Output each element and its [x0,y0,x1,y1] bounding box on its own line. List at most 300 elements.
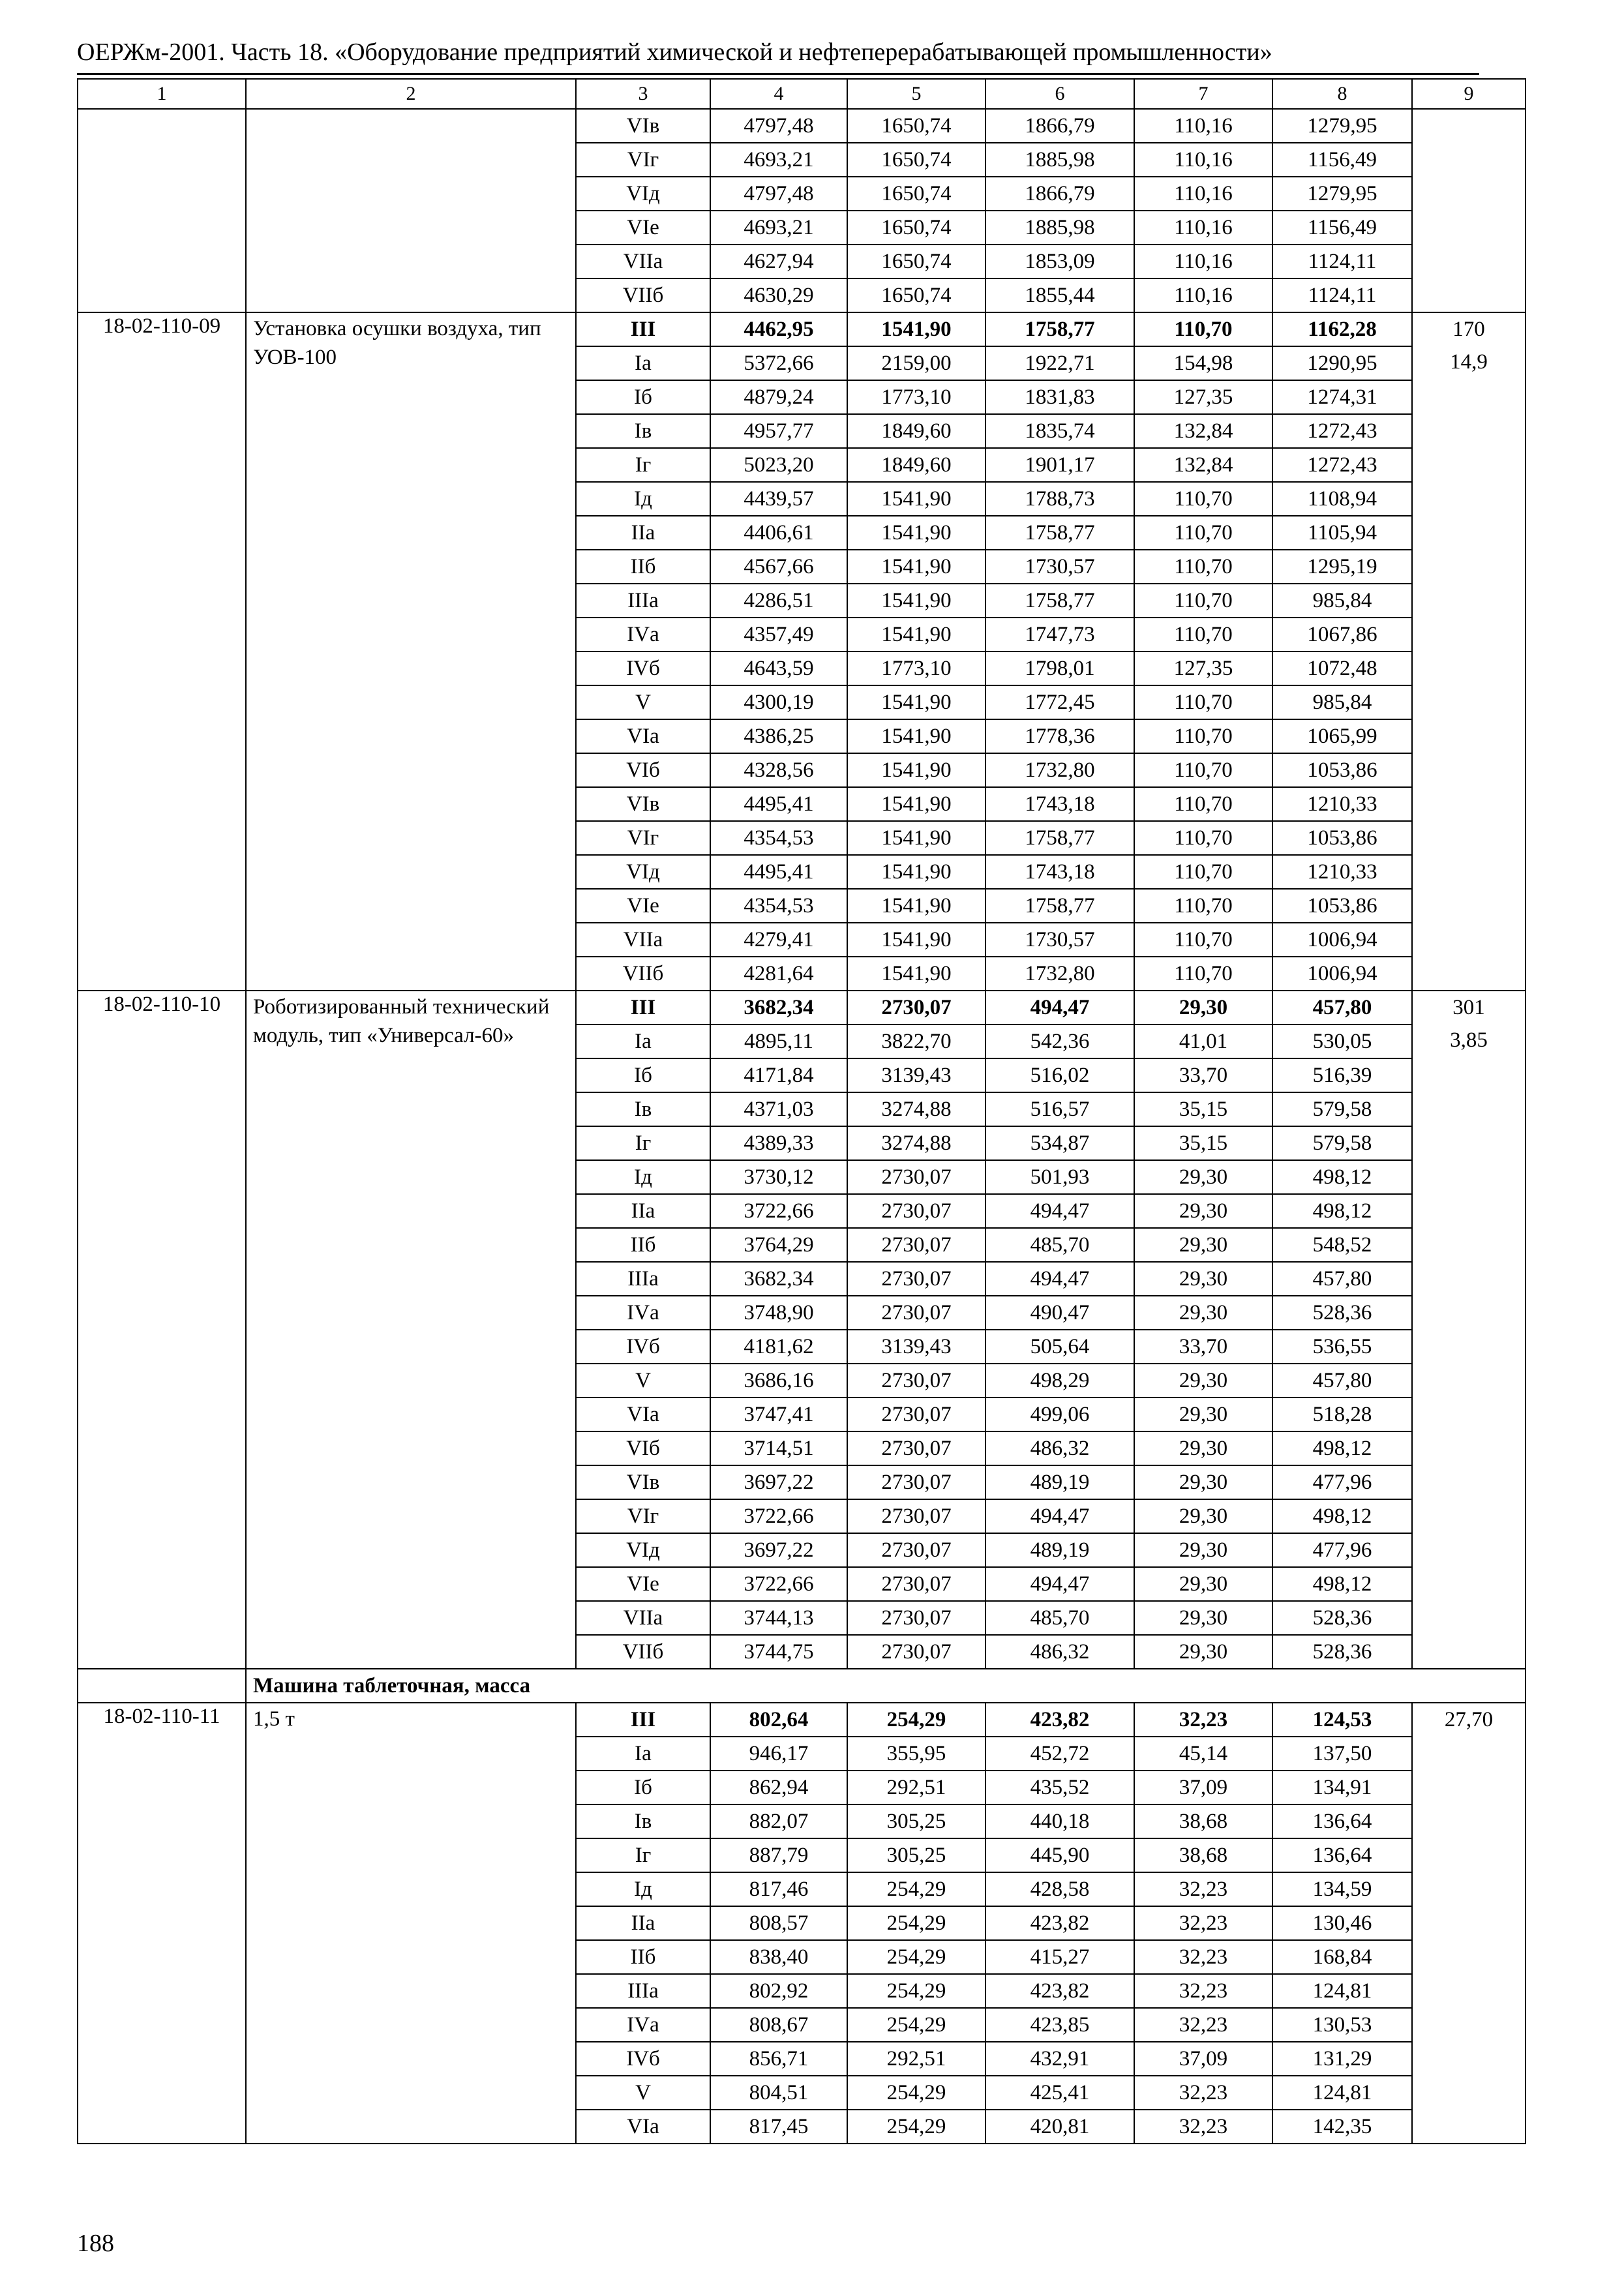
zone-cell: IVб [576,2042,710,2076]
zone-cell: Iг [576,1838,710,1872]
value-cell: 1743,18 [985,855,1134,889]
value-cell: 423,85 [985,2008,1134,2042]
value-cell: 127,35 [1134,651,1272,685]
extra-value: 3,85 [1450,1028,1488,1052]
value-cell: 33,70 [1134,1058,1272,1092]
value-cell: 485,70 [985,1601,1134,1635]
value-cell: 1541,90 [847,821,985,855]
table-row [78,109,1526,143]
page-number: 188 [77,2230,114,2257]
value-cell: 1065,99 [1272,719,1412,753]
value-cell: 1053,86 [1272,821,1412,855]
value-cell: 254,29 [847,1974,985,2008]
value-cell: 856,71 [710,2042,847,2076]
value-cell: 1124,11 [1272,278,1412,312]
column-number: 3 [576,79,710,109]
value-cell: 1922,71 [985,346,1134,380]
value-cell: 110,70 [1134,312,1272,346]
zone-cell: III [576,991,710,1025]
value-cell: 1108,94 [1272,482,1412,516]
value-cell: 37,09 [1134,2042,1272,2076]
zone-cell: Iб [576,1771,710,1804]
value-cell: 110,16 [1134,278,1272,312]
zone-cell: IIIа [576,1262,710,1296]
value-cell: 1773,10 [847,380,985,414]
value-cell: 498,12 [1272,1160,1412,1194]
zone-cell: IVб [576,1330,710,1364]
value-cell: 882,07 [710,1804,847,1838]
value-cell: 3274,88 [847,1126,985,1160]
value-cell: 1541,90 [847,312,985,346]
value-cell: 110,16 [1134,109,1272,143]
value-cell: 516,57 [985,1092,1134,1126]
value-cell: 542,36 [985,1025,1134,1058]
value-cell: 3139,43 [847,1330,985,1364]
value-cell: 494,47 [985,1499,1134,1533]
zone-cell: Iг [576,1126,710,1160]
value-cell: 1743,18 [985,787,1134,821]
value-cell: 4439,57 [710,482,847,516]
value-cell: 2730,07 [847,1160,985,1194]
value-cell: 862,94 [710,1771,847,1804]
equipment-name [246,109,576,312]
value-cell: 1541,90 [847,753,985,787]
value-cell: 134,59 [1272,1872,1412,1906]
value-cell: 1272,43 [1272,448,1412,482]
value-cell: 1006,94 [1272,957,1412,991]
value-cell: 29,30 [1134,1465,1272,1499]
value-cell: 4281,64 [710,957,847,991]
value-cell: 32,23 [1134,2008,1272,2042]
value-cell: 1650,74 [847,211,985,245]
value-cell: 305,25 [847,1838,985,1872]
value-cell: 486,32 [985,1635,1134,1669]
value-cell: 1541,90 [847,719,985,753]
value-cell: 32,23 [1134,1906,1272,1940]
value-cell: 254,29 [847,2008,985,2042]
value-cell: 5023,20 [710,448,847,482]
value-cell: 415,27 [985,1940,1134,1974]
value-cell: 254,29 [847,2110,985,2144]
value-cell: 4386,25 [710,719,847,753]
value-cell: 32,23 [1134,2076,1272,2110]
value-cell: 110,16 [1134,245,1272,278]
value-cell: 817,46 [710,1872,847,1906]
zone-cell: VIв [576,787,710,821]
value-cell: 494,47 [985,1194,1134,1228]
value-cell: 528,36 [1272,1635,1412,1669]
value-cell: 887,79 [710,1838,847,1872]
value-cell: 4879,24 [710,380,847,414]
value-cell: 489,19 [985,1465,1134,1499]
rate-code [78,109,246,312]
value-cell: 432,91 [985,2042,1134,2076]
zone-cell: V [576,685,710,719]
zone-cell: III [576,1703,710,1737]
rate-code: 18-02-110-11 [78,1703,246,2144]
column-number: 7 [1134,79,1272,109]
value-cell: 131,29 [1272,2042,1412,2076]
value-cell: 1162,28 [1272,312,1412,346]
value-cell: 2730,07 [847,1262,985,1296]
value-cell: 32,23 [1134,1872,1272,1906]
zone-cell: VIIа [576,923,710,957]
zone-cell: III [576,312,710,346]
value-cell: 457,80 [1272,1262,1412,1296]
value-cell: 1798,01 [985,651,1134,685]
zone-cell: VIв [576,1465,710,1499]
value-cell: 355,95 [847,1737,985,1771]
value-cell: 29,30 [1134,1601,1272,1635]
value-cell: 4462,95 [710,312,847,346]
value-cell: 498,12 [1272,1499,1412,1533]
value-cell: 154,98 [1134,346,1272,380]
value-cell: 1210,33 [1272,787,1412,821]
value-cell: 1773,10 [847,651,985,685]
value-cell: 1855,44 [985,278,1134,312]
zone-cell: VIд [576,177,710,211]
extra-column [1412,109,1526,312]
value-cell: 579,58 [1272,1126,1412,1160]
zone-cell: VIе [576,211,710,245]
value-cell: 137,50 [1272,1737,1412,1771]
value-cell: 1541,90 [847,516,985,550]
value-cell: 445,90 [985,1838,1134,1872]
value-cell: 498,12 [1272,1567,1412,1601]
value-cell: 1006,94 [1272,923,1412,957]
value-cell: 486,32 [985,1431,1134,1465]
value-cell: 435,52 [985,1771,1134,1804]
value-cell: 4354,53 [710,889,847,923]
value-cell: 1747,73 [985,618,1134,651]
zone-cell: V [576,1364,710,1398]
value-cell: 29,30 [1134,1533,1272,1567]
value-cell: 29,30 [1134,1499,1272,1533]
value-cell: 4279,41 [710,923,847,957]
value-cell: 110,70 [1134,957,1272,991]
column-number: 4 [710,79,847,109]
value-cell: 518,28 [1272,1398,1412,1431]
zone-cell: Iг [576,448,710,482]
value-cell: 3682,34 [710,991,847,1025]
value-cell: 946,17 [710,1737,847,1771]
value-cell: 130,53 [1272,2008,1412,2042]
column-number: 6 [985,79,1134,109]
extra-value: 170 [1452,318,1485,341]
value-cell: 485,70 [985,1228,1134,1262]
value-cell: 4171,84 [710,1058,847,1092]
value-cell: 494,47 [985,1567,1134,1601]
value-cell: 530,05 [1272,1025,1412,1058]
value-cell: 499,06 [985,1398,1134,1431]
zone-cell: Iв [576,1804,710,1838]
extra-value: 14,9 [1450,350,1488,374]
zone-cell: VIIа [576,1601,710,1635]
extra-column [1412,312,1526,991]
value-cell: 254,29 [847,2076,985,2110]
value-cell: 457,80 [1272,1364,1412,1398]
section-spacer [78,1669,246,1703]
value-cell: 2730,07 [847,1533,985,1567]
zone-cell: IVб [576,651,710,685]
zone-cell: Iд [576,1160,710,1194]
value-cell: 428,58 [985,1872,1134,1906]
value-cell: 2730,07 [847,1567,985,1601]
value-cell: 1295,19 [1272,550,1412,584]
zone-cell: VIIб [576,1635,710,1669]
value-cell: 4895,11 [710,1025,847,1058]
value-cell: 2730,07 [847,1635,985,1669]
equipment-name: Роботизированный технический модуль, тип «Универсал-60» [246,991,576,1669]
value-cell: 134,91 [1272,1771,1412,1804]
value-cell: 534,87 [985,1126,1134,1160]
value-cell: 3764,29 [710,1228,847,1262]
zone-cell: IIIа [576,1974,710,2008]
value-cell: 4567,66 [710,550,847,584]
value-cell: 490,47 [985,1296,1134,1330]
value-cell: 804,51 [710,2076,847,2110]
zone-cell: VIе [576,1567,710,1601]
value-cell: 498,12 [1272,1431,1412,1465]
value-cell: 4630,29 [710,278,847,312]
value-cell: 1274,31 [1272,380,1412,414]
value-cell: 1650,74 [847,109,985,143]
value-cell: 1279,95 [1272,177,1412,211]
value-cell: 3748,90 [710,1296,847,1330]
value-cell: 452,72 [985,1737,1134,1771]
value-cell: 130,46 [1272,1906,1412,1940]
zone-cell: VIд [576,855,710,889]
value-cell: 124,81 [1272,2076,1412,2110]
value-cell: 110,70 [1134,685,1272,719]
value-cell: 3744,75 [710,1635,847,1669]
zone-cell: VIг [576,1499,710,1533]
value-cell: 505,64 [985,1330,1134,1364]
table-body [78,79,1526,2144]
value-cell: 110,70 [1134,889,1272,923]
zone-cell: Iб [576,380,710,414]
value-cell: 423,82 [985,1906,1134,1940]
value-cell: 985,84 [1272,685,1412,719]
value-cell: 1541,90 [847,482,985,516]
value-cell: 423,82 [985,1974,1134,2008]
value-cell: 1758,77 [985,516,1134,550]
value-cell: 1290,95 [1272,346,1412,380]
value-cell: 1067,86 [1272,618,1412,651]
zone-cell: VIб [576,753,710,787]
value-cell: 4643,59 [710,651,847,685]
zone-cell: VIа [576,2110,710,2144]
value-cell: 2730,07 [847,1364,985,1398]
value-cell: 1732,80 [985,957,1134,991]
zone-cell: IVа [576,1296,710,1330]
value-cell: 1541,90 [847,923,985,957]
zone-cell: IIб [576,1940,710,1974]
value-cell: 1758,77 [985,312,1134,346]
extra-column [1412,1703,1526,2144]
value-cell: 3747,41 [710,1398,847,1431]
column-number-row [78,79,1526,109]
value-cell: 2730,07 [847,1398,985,1431]
value-cell: 110,16 [1134,177,1272,211]
value-cell: 1732,80 [985,753,1134,787]
value-cell: 3714,51 [710,1431,847,1465]
value-cell: 32,23 [1134,1703,1272,1737]
value-cell: 132,84 [1134,448,1272,482]
zone-cell: Iа [576,346,710,380]
value-cell: 110,70 [1134,618,1272,651]
value-cell: 3722,66 [710,1499,847,1533]
value-cell: 3744,13 [710,1601,847,1635]
value-cell: 132,84 [1134,414,1272,448]
table-row [78,991,1526,1025]
value-cell: 29,30 [1134,1567,1272,1601]
value-cell: 2730,07 [847,1499,985,1533]
section-row [78,1669,1526,1703]
section-title: Машина таблеточная, масса [246,1669,1526,1703]
zone-cell: Iд [576,1872,710,1906]
value-cell: 4495,41 [710,787,847,821]
value-cell: 29,30 [1134,1635,1272,1669]
value-cell: 254,29 [847,1940,985,1974]
value-cell: 1772,45 [985,685,1134,719]
value-cell: 1778,36 [985,719,1134,753]
value-cell: 579,58 [1272,1092,1412,1126]
value-cell: 2730,07 [847,1601,985,1635]
value-cell: 110,70 [1134,516,1272,550]
zone-cell: VIа [576,719,710,753]
value-cell: 1730,57 [985,923,1134,957]
value-cell: 528,36 [1272,1601,1412,1635]
value-cell: 41,01 [1134,1025,1272,1058]
value-cell: 4957,77 [710,414,847,448]
zone-cell: IIIа [576,584,710,618]
value-cell: 2730,07 [847,1194,985,1228]
value-cell: 35,15 [1134,1126,1272,1160]
zone-cell: Iв [576,414,710,448]
value-cell: 29,30 [1134,1194,1272,1228]
value-cell: 1053,86 [1272,753,1412,787]
header-rule [77,73,1479,75]
zone-cell: V [576,2076,710,2110]
zone-cell: VIг [576,143,710,177]
value-cell: 1541,90 [847,584,985,618]
value-cell: 420,81 [985,2110,1134,2144]
value-cell: 498,12 [1272,1194,1412,1228]
value-cell: 2730,07 [847,1228,985,1262]
value-cell: 3822,70 [847,1025,985,1058]
value-cell: 477,96 [1272,1465,1412,1499]
value-cell: 2730,07 [847,1296,985,1330]
value-cell: 110,70 [1134,821,1272,855]
value-cell: 4797,48 [710,109,847,143]
column-number: 1 [78,79,246,109]
value-cell: 1541,90 [847,855,985,889]
value-cell: 4328,56 [710,753,847,787]
zone-cell: VIа [576,1398,710,1431]
value-cell: 136,64 [1272,1838,1412,1872]
value-cell: 1650,74 [847,245,985,278]
value-cell: 3697,22 [710,1465,847,1499]
value-cell: 536,55 [1272,1330,1412,1364]
zone-cell: VIв [576,109,710,143]
value-cell: 3722,66 [710,1567,847,1601]
value-cell: 4300,19 [710,685,847,719]
zone-cell: Iд [576,482,710,516]
value-cell: 110,70 [1134,753,1272,787]
value-cell: 124,81 [1272,1974,1412,2008]
value-cell: 4354,53 [710,821,847,855]
value-cell: 808,57 [710,1906,847,1940]
value-cell: 1156,49 [1272,211,1412,245]
value-cell: 1866,79 [985,177,1134,211]
value-cell: 516,39 [1272,1058,1412,1092]
running-header: ОЕРЖм-2001. Часть 18. «Оборудование предприятий химической и нефтеперерабатывающей промышленности» [77,38,1272,66]
value-cell: 33,70 [1134,1330,1272,1364]
value-cell: 136,64 [1272,1804,1412,1838]
value-cell: 1788,73 [985,482,1134,516]
value-cell: 477,96 [1272,1533,1412,1567]
value-cell: 1541,90 [847,618,985,651]
value-cell: 3682,34 [710,1262,847,1296]
zone-cell: Iб [576,1058,710,1092]
value-cell: 440,18 [985,1804,1134,1838]
value-cell: 29,30 [1134,1160,1272,1194]
column-number: 2 [246,79,576,109]
zone-cell: IIа [576,516,710,550]
value-cell: 168,84 [1272,1940,1412,1974]
equipment-name: 1,5 т [246,1703,576,2144]
zone-cell: VIд [576,1533,710,1567]
value-cell: 4389,33 [710,1126,847,1160]
value-cell: 292,51 [847,2042,985,2076]
zone-cell: Iа [576,1737,710,1771]
value-cell: 110,70 [1134,787,1272,821]
value-cell: 985,84 [1272,584,1412,618]
zone-cell: VIе [576,889,710,923]
value-cell: 4181,62 [710,1330,847,1364]
value-cell: 45,14 [1134,1737,1272,1771]
column-number: 5 [847,79,985,109]
value-cell: 1885,98 [985,143,1134,177]
value-cell: 3686,16 [710,1364,847,1398]
value-cell: 292,51 [847,1771,985,1804]
value-cell: 1758,77 [985,584,1134,618]
value-cell: 35,15 [1134,1092,1272,1126]
zone-cell: VIIа [576,245,710,278]
value-cell: 4693,21 [710,211,847,245]
value-cell: 142,35 [1272,2110,1412,2144]
value-cell: 3139,43 [847,1058,985,1092]
value-cell: 2730,07 [847,1465,985,1499]
value-cell: 32,23 [1134,1940,1272,1974]
value-cell: 29,30 [1134,1296,1272,1330]
extra-column [1412,991,1526,1669]
value-cell: 425,41 [985,2076,1134,2110]
value-cell: 4371,03 [710,1092,847,1126]
value-cell: 1901,17 [985,448,1134,482]
value-cell: 29,30 [1134,1262,1272,1296]
value-cell: 494,47 [985,991,1134,1025]
table-row [78,1703,1526,1737]
zone-cell: VIIб [576,957,710,991]
value-cell: 110,70 [1134,923,1272,957]
value-cell: 29,30 [1134,1228,1272,1262]
value-cell: 4495,41 [710,855,847,889]
value-cell: 1072,48 [1272,651,1412,685]
value-cell: 548,52 [1272,1228,1412,1262]
value-cell: 32,23 [1134,2110,1272,2144]
